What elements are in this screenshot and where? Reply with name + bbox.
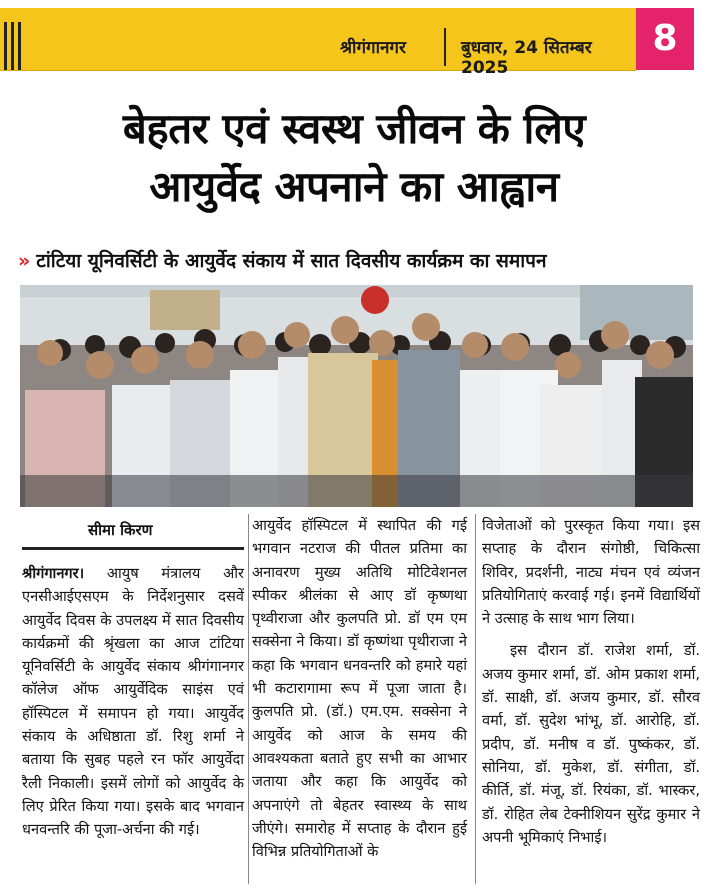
- subheadline-text: टांटिया यूनिवर्सिटी के आयुर्वेद संकाय में सात दिवसीय कार्यक्रम का समापन: [36, 250, 547, 272]
- column-3-paragraph-1: विजेताओं को पुरस्कृत किया गया। इस सप्ताह के दौरान संगोष्ठी, चिकित्सा शिविर, प्रदर्शनी, नाट्य मंचन एवं व्यंजन प्रतियोगिताएं करवाई गई। इनमें विद्यार्थियों ने उत्साह के साथ भाग लिया।: [482, 517, 700, 628]
- headline-line-2: आयुर्वेद अपनाने का आह्वान: [149, 162, 559, 211]
- subheadline-marker: »: [18, 250, 31, 272]
- headline-line-1: बेहतर एवं स्वस्थ जीवन के लिए: [122, 104, 586, 153]
- masthead-date: बुधवार, 24 सितम्बर 2025: [461, 38, 592, 78]
- dateline: श्रीगंगानगर।: [22, 565, 85, 582]
- group-photo: [20, 285, 693, 507]
- masthead-divider: [444, 28, 446, 66]
- page-number: 8: [636, 8, 694, 70]
- article-column-2: आयुर्वेद हॉस्पिटल में स्थापित की गई भगवान नटराज की पीतल प्रतिमा का अनावरण मुख्य अतिथि मोटिवेशनल स्पीकर श्रीलंका से आए डॉ कृष्णथा पृथ्वीराजा और कुलपति प्रो. डॉ एम एम सक्सेना ने किया। डॉ कृष्णंथा पृथीराजा ने कहा कि भगवान धनवन्तरि को हमारे यहां भी कटारागामा रूप में पूजा जाता है। कुलपति प्रो. (डॉ.) एम.एम. सक्सेना ने आयुर्वेद को आज के समय की आवश्यकता बताते हुए सभी का आभार जताया और कहा कि आयुर्वेद को अपनाएंगे तो बेहतर स्वास्थ्य के साथ जीएंगे। समारोह में सप्ताह के दौरान हुई विभिन्न प्रतियोगिताओं के: [252, 517, 467, 861]
- masthead-stripes: [4, 22, 24, 70]
- column-1-text: आयुष मंत्रालय और एनसीआईएसएम के निर्देशनुसार दसवें आयुर्वेद दिवस के उपलक्ष्य में सात दिवसीय कार्यक्रमों की श्रृंखला का आज टांटिया यूनिवर्सिटी के आयुर्वेद संकाय श्रीगंगानगर कॉलेज ऑफ आयुर्वेदिक साइंस एवं हॉस्पिटल में समापन हो गया। आयुर्वेद संकाय के अधिष्ठाता डॉ. रिशु शर्मा ने बताया कि सुबह पहले रन फॉर आयुर्वेदा रैली निकाली। इसमें लोगों को आयुर्वेद के लिए प्रेरित किया गया। इसके बाद भगवान धनवन्तरि की पूजा-अर्चना की गई।: [22, 565, 244, 839]
- subheadline: [18, 247, 708, 273]
- group-photo-illustration: [20, 285, 693, 507]
- article-column-3: [482, 514, 700, 849]
- byline-rule: [22, 547, 244, 550]
- masthead-bar: [0, 8, 636, 78]
- column-divider-2: [475, 514, 476, 884]
- article-column-1: [22, 562, 244, 842]
- masthead: [0, 0, 708, 78]
- masthead-place: श्रीगंगानगर: [340, 38, 406, 58]
- column-divider-1: [248, 514, 249, 884]
- column-3-paragraph-2: इस दौरान डॉ. राजेश शर्मा, डॉ. अजय कुमार शर्मा, डॉ. ओम प्रकाश शर्मा, डॉ. साक्षी, डॉ. अजय कुमार, डॉ. सौरव वर्मा, डॉ. सुदेश भांभू, डॉ. आरोहि, डॉ. प्रदीप, डॉ. मनीष व डॉ. पुष्कंकर, डॉ. सोनिया, डॉ. मुकेश, डॉ. संगीता, डॉ. कीर्ति, डॉ. मंजू, डॉ. रियंका, डॉ. भास्कर, डॉ. रोहित लेब टेक्नीशियन सुरेंद्र कुमार ने अपनी भूमिकाएं निभाई।: [482, 642, 700, 846]
- headline: [0, 100, 708, 216]
- byline: सीमा किरण: [88, 521, 153, 539]
